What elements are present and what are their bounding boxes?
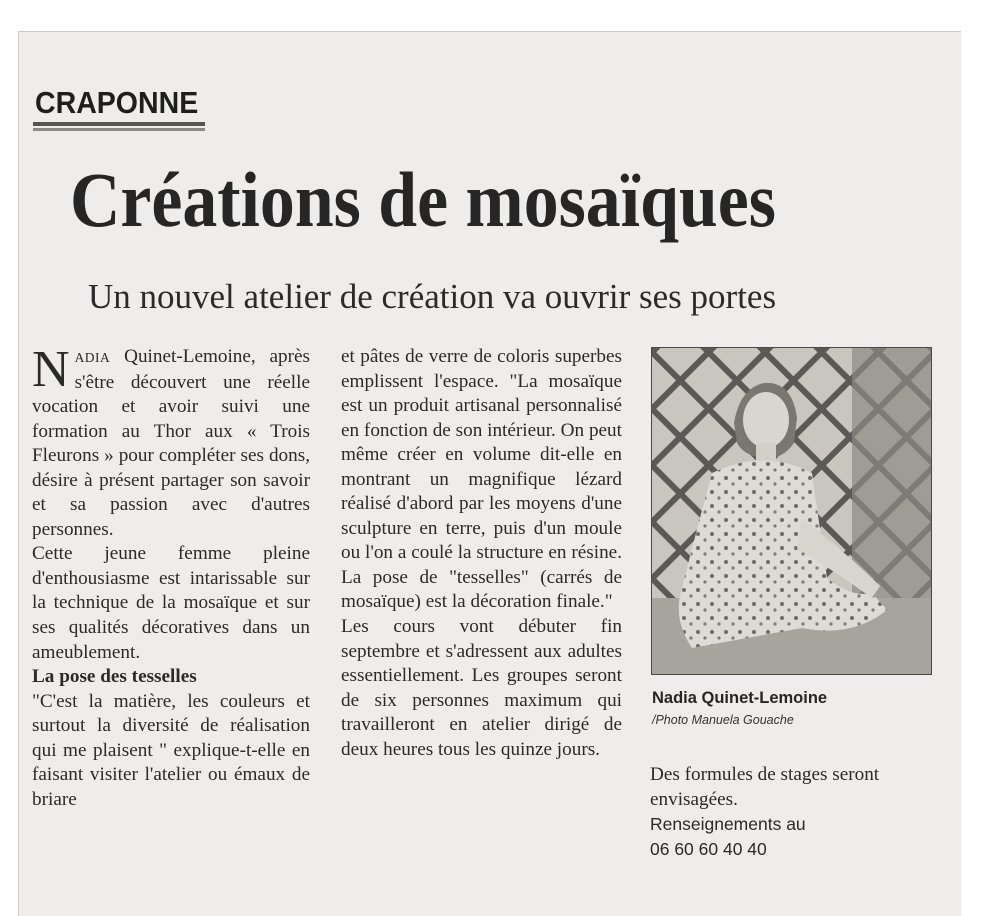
drop-cap: N <box>32 341 70 398</box>
small-caps-text: ADIA <box>74 350 111 365</box>
contact-phone: 06 60 60 40 40 <box>650 838 767 859</box>
article-column-1 <box>32 341 310 812</box>
paragraph-stages: Des formules de stages seront envisagées. <box>650 764 880 810</box>
headline: Créations de mosaïques <box>70 156 776 243</box>
portrait-image <box>652 348 931 674</box>
portrait-photo <box>651 347 932 675</box>
section-rule <box>33 122 205 126</box>
section-label: CRAPONNE <box>35 85 199 120</box>
photo-caption: Nadia Quinet-Lemoine <box>652 689 828 707</box>
section-rule-secondary <box>33 128 205 131</box>
paragraph-intro-text: Quinet-Lemoine, après s'être découvert une réelle vocation et avoir suivi une formation au Thor aux « Trois Fleurons » pour compléter ses dons, désire à présent partager son savoir et sa passion avec d'autres personnes. <box>32 346 310 540</box>
subheadline: Un nouvel atelier de création va ouvrir ses portes <box>88 277 777 316</box>
contact-label: Renseignements au <box>650 814 806 835</box>
paragraph-intro <box>32 341 310 542</box>
article-column-2 <box>341 345 622 762</box>
paragraph-courses: Les cours vont débuter fin septembre et s'adressent aux adultes essentiellement. Les groupes seront de six personnes maximum qui travailleront en atelier dirigé de deux heures tous les quinze jours. <box>341 616 622 760</box>
paragraph-enthusiasm: Cette jeune femme pleine d'enthousiasme est intarissable sur la technique de la mosaïque et sur ses qualités décoratives dans un ameublement. <box>32 543 310 663</box>
intertitle: La pose des tesselles <box>32 666 197 688</box>
paragraph-quote: "C'est la matière, les couleurs et surtout la diversité de réalisation qui me plaisent " explique-t-elle en faisant visiter l'atelier ou émaux de briare <box>32 690 310 810</box>
article-column-3 <box>650 763 950 861</box>
photo-credit: /Photo Manuela Gouache <box>652 713 794 727</box>
paragraph-mosaic: et pâtes de verre de coloris superbes emplissent l'espace. "La mosaïque est un produit artisanal personnalisé en fonction de son intérieur. On peut même créer en volume dit-elle en montrant un magnifique lézard réalisé d'abord par les moyens d'une sculpture en terre, puis d'un moule ou l'on a coulé la structure en résine. La pose de "tesselles" (carrés de mosaïque) est la décoration finale." <box>341 346 622 613</box>
